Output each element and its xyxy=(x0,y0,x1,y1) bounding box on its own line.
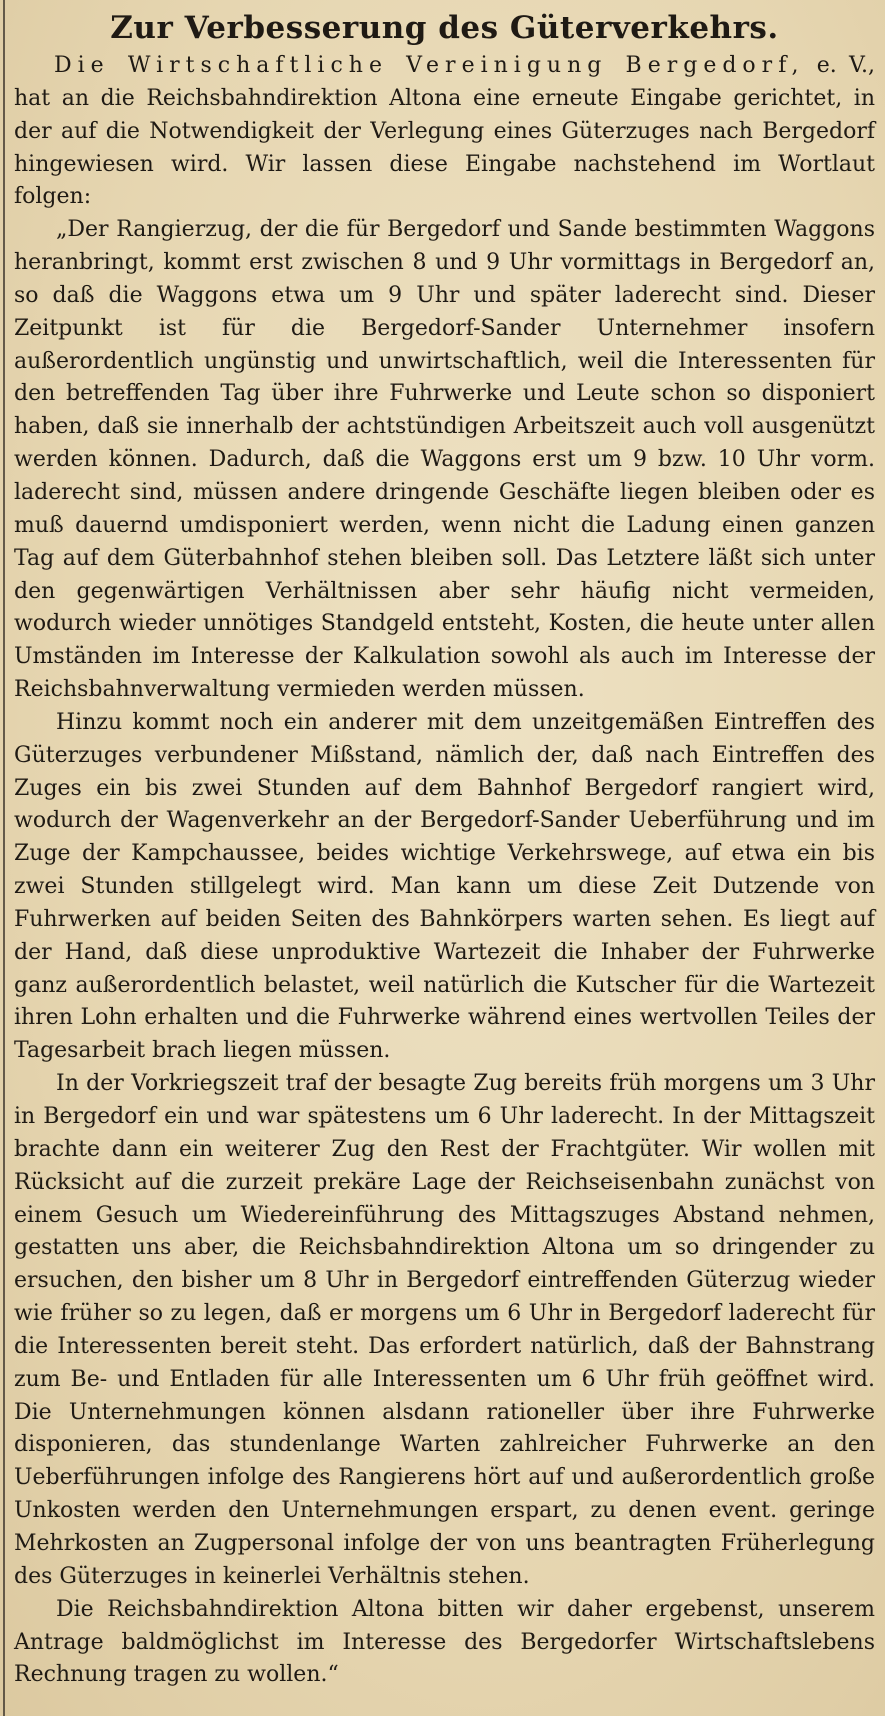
paragraph-closing: Die Reichsbahndirektion Altona bitten wir daher ergebenst, unserem Antrage baldmöglichst im Interesse des Bergedorfer Wirtschaftslebens Rechnung tragen zu wollen.“ xyxy=(14,1596,875,1688)
paragraph-prewar: In der Vorkriegszeit traf der besagte Zug bereits früh morgens um 3 Uhr in Bergedorf ein und war spätestens um 6 Uhr laderecht. In der Mittagszeit brachte dann ein weiterer Zug den Rest der Frachtgüter. Wir wollen mit Rücksicht auf die zurzeit prekäre Lage der Reichseisenbahn zunächst von einem Gesuch um Wiedereinführung des Mittagszuges Abstand nehmen, gestatten uns aber, die Reichsbahndirektion Altona um so dringender zu ersuchen, den bisher um 8 Uhr in Bergedorf eintreffenden Güterzug wieder wie früher so zu legen, daß er morgens um 6 Uhr in Bergedorf laderecht für die Interessenten bereit steht. Das erfordert natürlich, daß der Bahnstrang zum Be- und Entladen für alle Interessenten um 6 Uhr früh geöffnet wird. Die Unternehmungen können alsdann rationeller über ihre Fuhrwerke disponieren, das stundenlange Warten zahlreicher Fuhrwerke an den Ueberführungen infolge des Rangierens hört auf und außerordentlich große Unkosten werden den Unternehmungen erspart, zu denen event. geringe Mehrkosten an Zugpersonal infolge der von uns beantragten Früherlegung des Güterzuges in keinerlei Verhältnis stehen. xyxy=(14,1071,875,1589)
article-title: Zur Verbesserung des Güterverkehrs. xyxy=(110,10,779,46)
paragraph-standstill: Hinzu kommt noch ein anderer mit dem unzeitgemäßen Eintreffen des Güterzuges verbundener Mißstand, nämlich der, daß nach Eintreffen des Zuges ein bis zwei Stunden auf dem Bahnhof Bergedorf rangiert wird, wodurch der Wagenverkehr an der Bergedorf-Sander Ueberführung und im Zuge der Kampchaussee, beides wichtige Verkehrswege, auf etwa ein bis zwei Stunden stillgelegt wird. Man kann um diese Zeit Dutzende von Fuhrwerken auf beiden Seiten des Bahnkörpers warten sehen. Es liegt auf der Hand, daß diese unproduktive Wartezeit die Inhaber der Fuhrwerke ganz außerordentlich belastet, weil natürlich die Kutscher für die Wartezeit ihren Lohn erhalten und die Fuhrwerke während eines wertvollen Teiles der Tagesarbeit brach liegen müssen. xyxy=(14,709,875,1064)
article-body xyxy=(14,50,875,1692)
paragraph-intro xyxy=(14,50,875,214)
paragraph-intro-lead: Die Wirtschaftliche Vereinigung Bergedorf, xyxy=(54,53,805,78)
paragraph-intro-text: e. V., hat an die Reichsbahndirektion Altona eine erneute Eingabe gerichtet, in der auf die Notwendigkeit der Verlegung eines Güterzuges nach Bergedorf hingewiesen wird. Wir lassen diese Eingabe nachstehend im Wortlaut folgen: xyxy=(14,53,875,210)
paragraph-quote-start: „Der Rangierzug, der die für Bergedorf und Sande bestimmten Waggons heranbringt, kommt erst zwischen 8 und 9 Uhr vormittags in Bergedorf an, so daß die Waggons etwa um 9 Uhr und später laderecht sind. Dieser Zeitpunkt ist für die Bergedorf-Sander Unternehmer insofern außerordentlich ungünstig und unwirtschaftlich, weil die Interessenten für den betreffenden Tag über ihre Fuhrwerke und Leute schon so disponiert haben, daß sie innerhalb der achtstündigen Arbeitszeit auch voll ausgenützt werden können. Dadurch, daß die Waggons erst um 9 bzw. 10 Uhr vorm. laderecht sind, müssen andere dringende Geschäfte liegen bleiben oder es muß dauernd umdisponiert werden, wenn nicht die Ladung einen ganzen Tag auf dem Güterbahnhof stehen bleiben soll. Das Letztere läßt sich unter den gegenwärtigen Verhältnissen aber sehr häufig nicht vermeiden, wodurch wieder unnötiges Standgeld entsteht, Kosten, die heute unter allen Umständen im Interesse der Kalkulation sowohl als auch im Interesse der Reichsbahnverwaltung vermieden werden müssen. xyxy=(14,217,875,703)
column-rule xyxy=(3,0,5,1716)
